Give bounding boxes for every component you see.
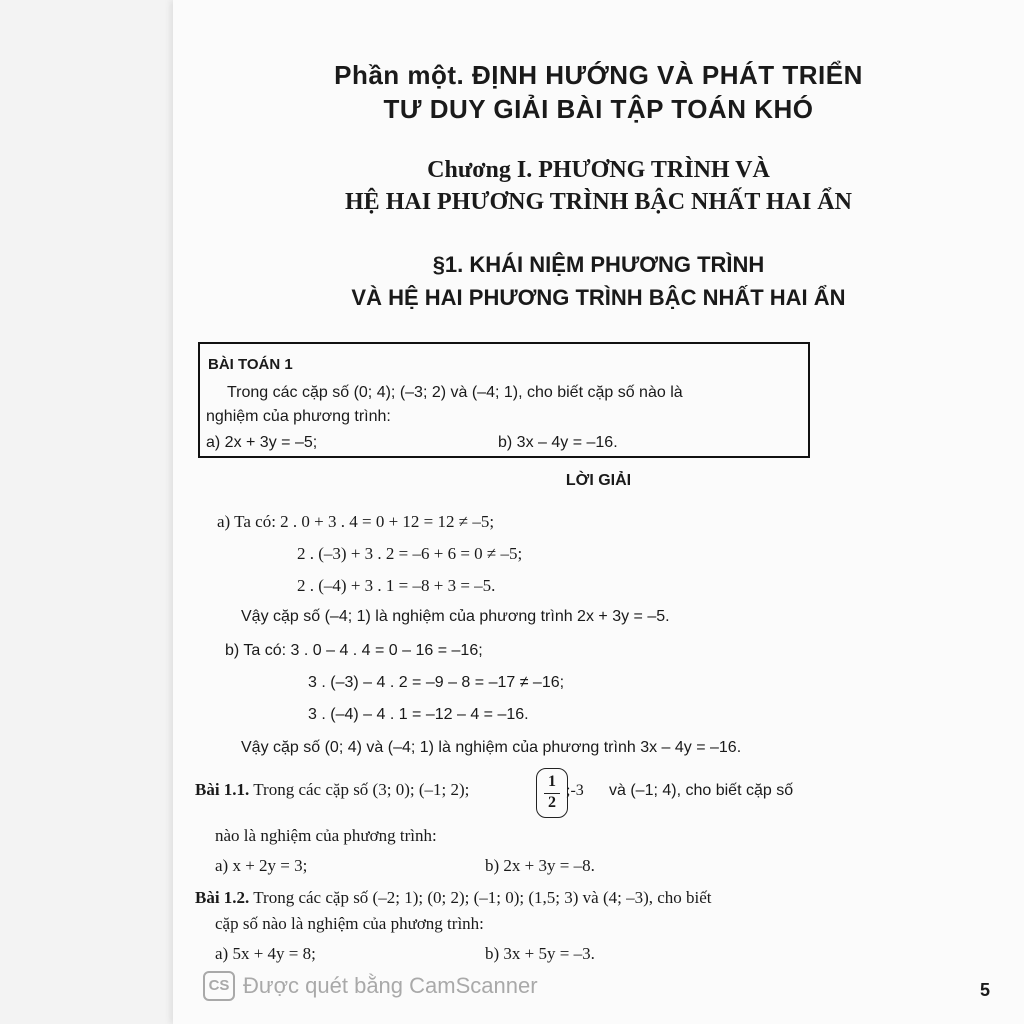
exercise-1-2-item-a: a) 5x + 4y = 8; [215,944,316,963]
problem-box [198,342,810,458]
exercise-1-1-text-after: và (–1; 4), cho biết cặp số [609,782,794,799]
section-title-line2: VÀ HỆ HAI PHƯƠNG TRÌNH BẬC NHẤT HAI ẨN [351,285,846,310]
problem-text-line2: nghiệm của phương trình: [206,408,391,425]
exercise-1-1-item-a: a) x + 2y = 3; [215,856,308,875]
exercise-1-1-label: Bài 1.1. [195,780,250,799]
exercise-1-1-fraction-rest: ;-3 [566,782,584,799]
solution-a-line2: 2 . (–3) + 3 . 2 = –6 + 6 = 0 ≠ –5; [297,544,523,563]
solution-heading: LỜI GIẢI [565,472,632,489]
solution-a-conclusion: Vậy cặp số (–4; 1) là nghiệm của phương trình 2x + 3y = –5. [241,608,670,625]
page-number: 5 [980,980,991,1000]
fraction-numerator: 1 [548,773,556,790]
solution-b-line1: b) Ta có: 3 . 0 – 4 . 4 = 0 – 16 = –16; [225,642,483,659]
problem-item-a: a) 2x + 3y = –5; [206,434,318,451]
exercise-1-2-line1 [195,888,712,908]
solution-b-line3: 3 . (–4) – 4 . 1 = –12 – 4 = –16. [308,706,529,723]
exercise-1-1-fraction-pair [536,768,568,818]
exercise-1-2-text: Trong các cặp số (–2; 1); (0; 2); (–1; 0); (1,5; 3) và (4; –3), cho biết [253,888,712,907]
camscanner-icon: CS [203,971,235,1001]
exercise-1-1-line2: nào là nghiệm của phương trình: [215,826,437,845]
camscanner-text: Được quét bằng CamScanner [243,973,538,998]
problem-heading: BÀI TOÁN 1 [208,356,293,373]
exercise-1-2-item-b: b) 3x + 5y = –3. [485,944,595,963]
exercise-1-1-line1 [195,780,469,800]
solution-a-line1: a) Ta có: 2 . 0 + 3 . 4 = 0 + 12 = 12 ≠ –5; [217,512,495,531]
problem-text-line1: Trong các cặp số (0; 4); (–3; 2) và (–4; 1), cho biết cặp số nào là [227,384,683,401]
solution-b-conclusion: Vậy cặp số (0; 4) và (–4; 1) là nghiệm của phương trình 3x – 4y = –16. [241,739,742,756]
exercise-1-2-line2: cặp số nào là nghiệm của phương trình: [215,914,484,933]
solution-a-line3: 2 . (–4) + 3 . 1 = –8 + 3 = –5. [297,576,496,595]
part-title-line2: TƯ DUY GIẢI BÀI TẬP TOÁN KHÓ [383,94,814,124]
solution-b-line2: 3 . (–3) – 4 . 2 = –9 – 8 = –17 ≠ –16; [308,674,565,691]
fraction-denominator: 2 [548,794,556,811]
part-title-line1: Phần một. ĐỊNH HƯỚNG VÀ PHÁT TRIỂN [334,60,863,90]
camscanner-watermark [203,971,538,999]
problem-item-b: b) 3x – 4y = –16. [498,434,618,451]
section-title-line1: §1. KHÁI NIỆM PHƯƠNG TRÌNH [432,252,765,277]
exercise-1-1-item-b: b) 2x + 3y = –8. [485,856,595,875]
chapter-title-line1: Chương I. PHƯƠNG TRÌNH VÀ [427,157,770,183]
chapter-title-line2: HỆ HAI PHƯƠNG TRÌNH BẬC NHẤT HAI ẨN [345,189,852,215]
exercise-1-1-text-before: Trong các cặp số (3; 0); (–1; 2); [253,780,470,799]
exercise-1-2-label: Bài 1.2. [195,888,250,907]
book-page [173,0,1024,1024]
